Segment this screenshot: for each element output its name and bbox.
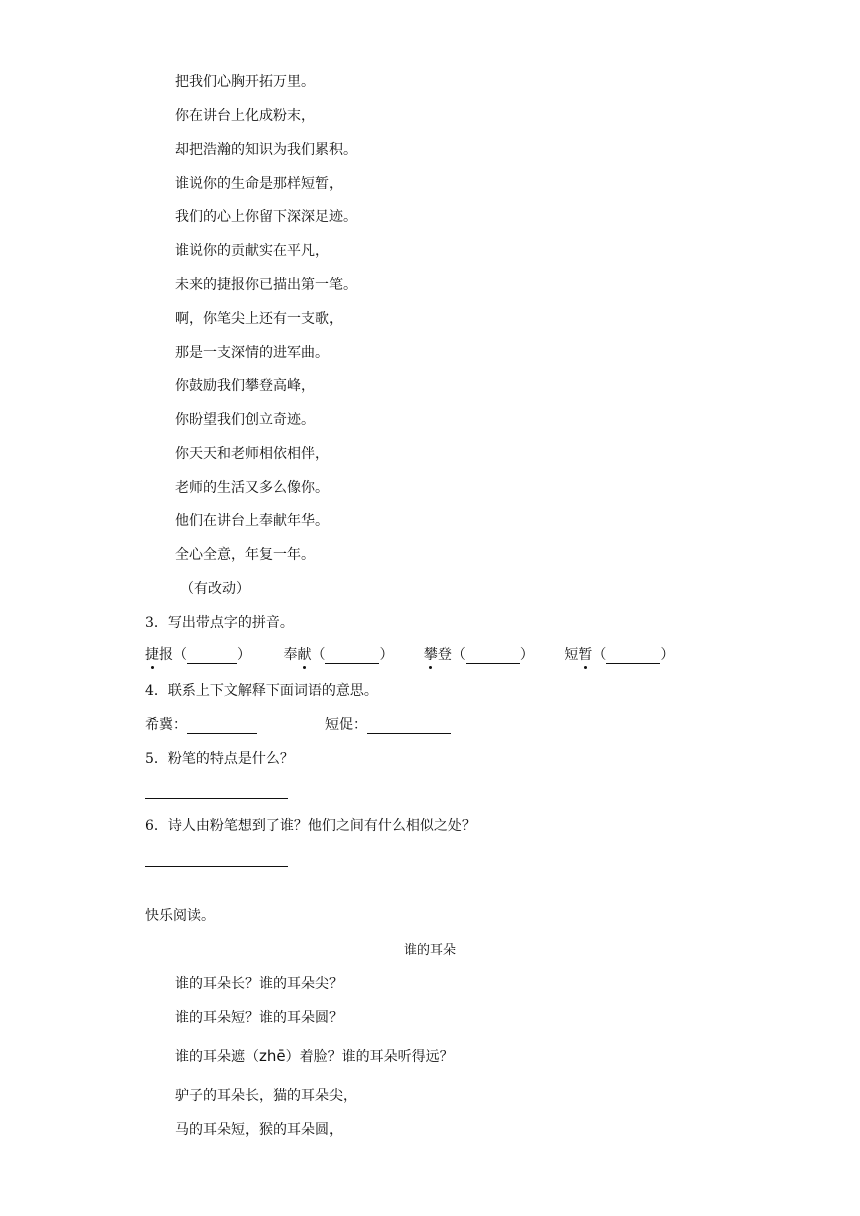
dotted-char: 献: [297, 647, 312, 663]
question-4: 4．联系上下文解释下面词语的意思。: [145, 683, 378, 699]
poem-line: 你盼望我们创立奇迹。: [175, 412, 315, 428]
passage-line: 驴子的耳朵长，猫的耳朵尖，: [175, 1088, 357, 1104]
answer-line[interactable]: [145, 866, 288, 867]
pinyin-text: zhē: [259, 1047, 286, 1065]
poem-line: 我们的心上你留下深深足迹。: [175, 209, 357, 225]
poem-line: 那是一支深情的进军曲。: [175, 345, 329, 361]
answer-blank[interactable]: [187, 649, 237, 664]
dotted-char: 暂: [578, 647, 593, 663]
question-3: 3．写出带点字的拼音。: [145, 615, 294, 631]
passage-line: 马的耳朵短，猴的耳朵圆，: [175, 1122, 343, 1138]
poem-source: （有改动）: [180, 581, 250, 597]
poem-line: 啊，你笔尖上还有一支歌，: [175, 311, 343, 327]
poem-line: 谁说你的生命是那样短暂，: [175, 176, 343, 192]
term-label: 短促：: [325, 717, 367, 733]
poem-line: 你天天和老师相依相伴，: [175, 446, 329, 462]
answer-blank[interactable]: [367, 719, 451, 734]
section-heading: 快乐阅读。: [145, 908, 215, 924]
dotted-char: 攀: [423, 647, 438, 663]
poem-line: 他们在讲台上奉献年华。: [175, 513, 329, 529]
answer-blank[interactable]: [466, 649, 520, 664]
passage-line: 谁的耳朵短？谁的耳朵圆？: [175, 1010, 343, 1026]
answer-blank[interactable]: [187, 719, 257, 734]
answer-blank[interactable]: [325, 649, 379, 664]
q4-terms: [145, 716, 451, 734]
pinyin-item: 攀登（ ）: [423, 647, 534, 663]
pinyin-items: [145, 646, 674, 664]
poem-line: 却把浩瀚的知识为我们累积。: [175, 142, 357, 158]
pinyin-item: 短暂（ ）: [564, 647, 675, 663]
poem-line: 谁说你的贡献实在平凡，: [175, 243, 329, 259]
answer-line[interactable]: [145, 798, 288, 799]
pinyin-item: 捷报（ ）: [145, 647, 251, 663]
poem-line: 老师的生活又多么像你。: [175, 480, 329, 496]
answer-blank[interactable]: [606, 649, 660, 664]
dotted-char: 捷: [145, 647, 159, 663]
term-label: 希冀：: [145, 717, 187, 733]
poem-line: 你在讲台上化成粉末，: [175, 108, 315, 124]
poem-line: 全心全意，年复一年。: [175, 547, 315, 563]
poem-line: 未来的捷报你已描出第一笔。: [175, 277, 357, 293]
passage-title: 谁的耳朵: [403, 943, 456, 958]
question-5: 5．粉笔的特点是什么？: [145, 751, 294, 767]
question-6: 6．诗人由粉笔想到了谁？他们之间有什么相似之处？: [145, 818, 476, 834]
passage-line: 谁的耳朵遮（zhē）着脸？谁的耳朵听得远？: [175, 1047, 454, 1065]
poem-line: 你鼓励我们攀登高峰，: [175, 378, 315, 394]
poem-line: 把我们心胸开拓万里。: [175, 74, 315, 90]
passage-line: 谁的耳朵长？谁的耳朵尖？: [175, 976, 343, 992]
pinyin-item: 奉献（ ）: [283, 647, 394, 663]
